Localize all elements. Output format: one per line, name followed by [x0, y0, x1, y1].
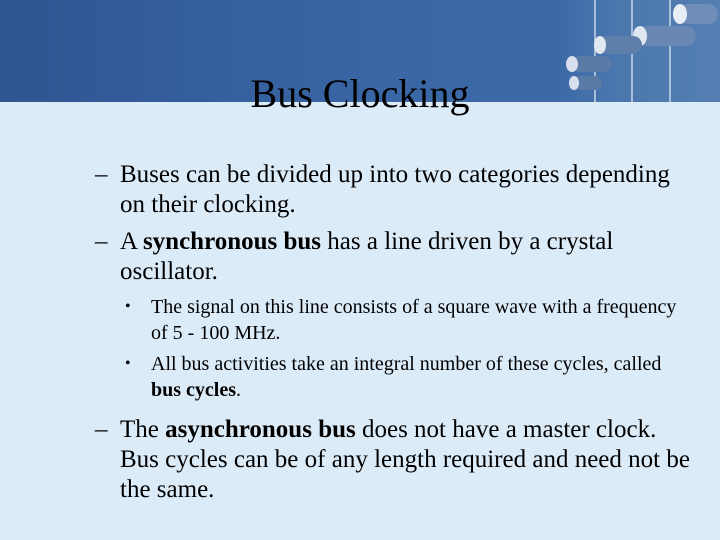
bullet-text-post: does not have a master clock. Bus cycles can be of any length required and need not be the same. [120, 416, 690, 503]
dash-marker: – [95, 228, 108, 255]
bullet-text-pre: A [120, 228, 143, 255]
term-asynchronous-bus: asynchronous bus [165, 416, 356, 443]
term-bus-cycles: bus cycles [151, 379, 236, 401]
bullet-buses-categories [95, 160, 695, 220]
bullet-dot: • [125, 355, 131, 372]
sub-bullet-square-wave [125, 294, 695, 346]
term-synchronous-bus: synchronous bus [142, 228, 322, 255]
dash-marker: – [95, 416, 108, 443]
sub-bullet-text-post: . [236, 379, 241, 401]
slide-title: Bus Clocking [250, 71, 470, 116]
sub-bullet-text: The signal on this line consists of a square wave with a frequency of 5 - 100 MHz. [151, 296, 677, 344]
sub-bullet-text-pre: All bus activities take an integral number of these cycles, called [151, 353, 662, 375]
slide-body [95, 160, 695, 512]
bullet-dot: • [125, 298, 131, 315]
bullet-text-post: has a line driven by a crystal oscillator. [120, 228, 614, 285]
bullet-text: Buses can be divided up into two categories depending on their clocking. [120, 161, 670, 218]
bullet-synchronous-bus [95, 227, 695, 287]
dash-marker: – [95, 161, 108, 188]
bullet-text-pre: The [120, 416, 166, 443]
bullet-asynchronous-bus [95, 415, 695, 505]
sub-bullet-list [95, 294, 695, 403]
sub-bullet-bus-cycles [125, 351, 695, 403]
